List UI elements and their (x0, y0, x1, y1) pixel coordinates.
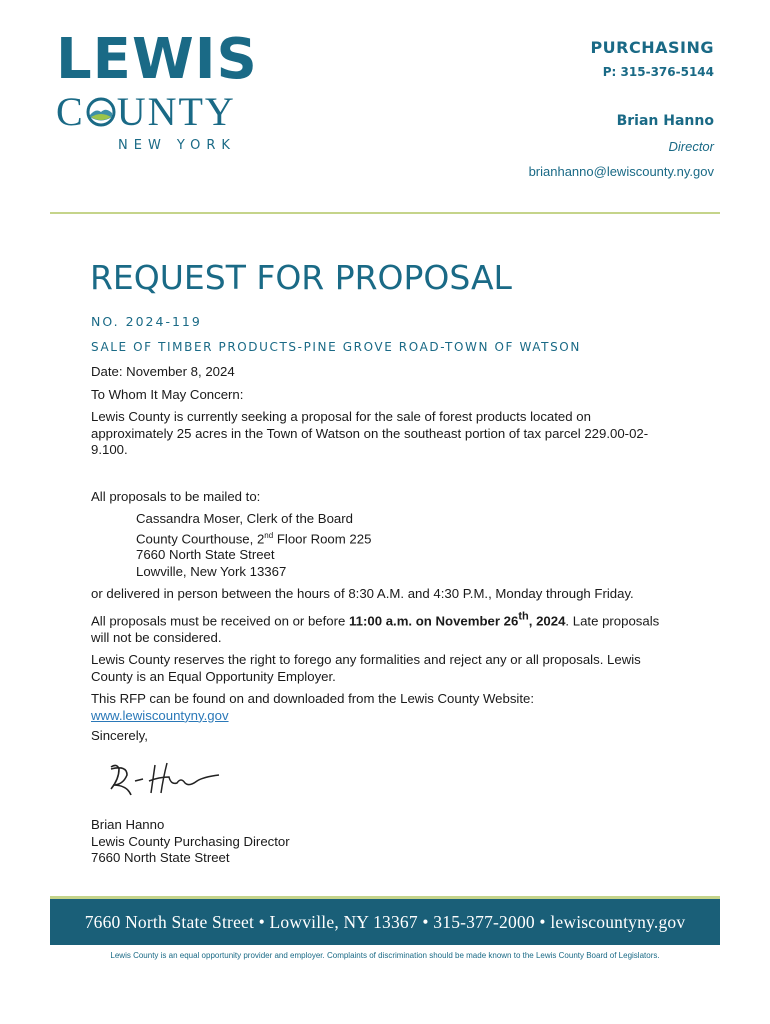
contact-role: Director (668, 139, 714, 154)
website-link[interactable]: www.lewiscountyny.gov (91, 707, 229, 723)
logo-county-text (56, 89, 256, 134)
logo-new-york-text: NEW YORK (118, 138, 236, 153)
website-text: This RFP can be found on and downloaded from the Lewis County Website: www.lewiscountyny.gov (91, 691, 535, 723)
closing-text: Sincerely, (91, 728, 148, 744)
address-line-3: 7660 North State Street (136, 547, 275, 563)
letter-body (91, 364, 671, 867)
logo-lewis-text: LEWIS (56, 27, 258, 92)
address-line-4: Lowville, New York 13367 (136, 563, 287, 579)
address-line-1: Cassandra Moser, Clerk of the Board (136, 511, 353, 526)
department-name: PURCHASING (590, 38, 714, 57)
letter-intro: Lewis County is currently seeking a proposal for the sale of forest products located on approximately 25 acres in the Town of Watson on the southeast portion of tax parcel 229.00-02-9.100. (91, 409, 649, 457)
department-phone: P: 315-376-5144 (602, 65, 714, 79)
signer-address: 7660 North State Street (91, 850, 230, 866)
mail-intro: All proposals to be mailed to: (91, 488, 261, 504)
rfp-number: NO. 2024-119 (91, 314, 202, 329)
rfp-subject: SALE OF TIMBER PRODUCTS-PINE GROVE ROAD-TOWN OF WATSON (91, 340, 581, 354)
deadline-text: All proposals must be received on or before 11:00 a.m. on November 26th, 2024. Late proposals will not be considered. (91, 610, 660, 645)
logo-county-rest: UNTY (116, 89, 236, 134)
document-title: REQUEST FOR PROPOSAL (90, 258, 512, 297)
delivery-text: or delivered in person between the hours of 8:30 A.M. and 4:30 P.M., Monday through Friday. (91, 586, 634, 602)
handwritten-signature (97, 755, 227, 805)
contact-email: brianhanno@lewiscounty.ny.gov (528, 164, 714, 179)
letter-date: Date: November 8, 2024 (91, 364, 235, 379)
logo-county-c: C (56, 89, 85, 134)
signer-title: Lewis County Purchasing Director (91, 833, 290, 849)
reserve-text: Lewis County reserves the right to forego any formalities and reject any or all proposals. Lewis County is an Equal Opportunity Employer. (91, 652, 641, 684)
signer-name: Brian Hanno (91, 817, 165, 833)
footer-note: Lewis County is an equal opportunity provider and employer. Complaints of discrimination should be made known to the Lewis County Board of Legislators. (110, 951, 660, 960)
header-divider (50, 212, 720, 214)
footer-band (50, 896, 720, 945)
footer-address: 7660 North State Street • Lowville, NY 13367 • 315-377-2000 • lewiscountyny.gov (84, 911, 686, 932)
mailing-address (136, 511, 671, 580)
letter-salutation: To Whom It May Concern: (91, 386, 244, 402)
contact-name: Brian Hanno (616, 113, 714, 129)
logo-landscape-icon (86, 97, 116, 127)
lewis-county-logo (56, 27, 258, 153)
address-line-2: County Courthouse, 2nd Floor Room 225 (136, 530, 372, 546)
contact-block (529, 38, 714, 179)
